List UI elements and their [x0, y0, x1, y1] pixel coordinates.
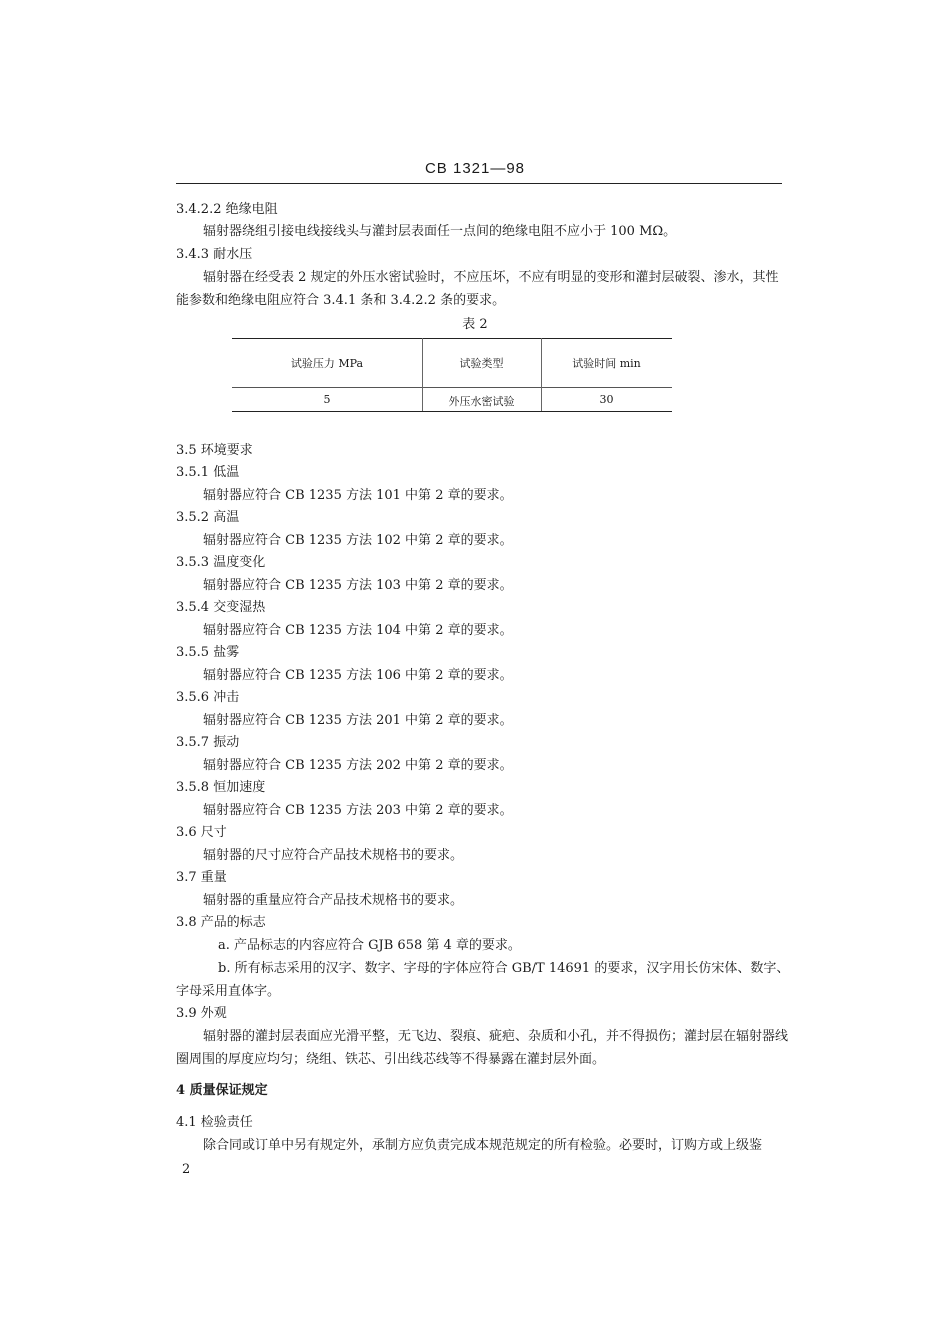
section-3-5-2-body: 辐射器应符合 CB 1235 方法 102 中第 2 章的要求。	[203, 533, 513, 548]
page-number: 2	[182, 1162, 191, 1177]
section-3-4-3-title: 3.4.3 耐水压	[176, 247, 253, 262]
section-4-title: 4 质量保证规定	[176, 1083, 268, 1098]
table-header-cell: 试验压力 MPa	[290, 357, 364, 370]
section-3-6-body: 辐射器的尺寸应符合产品技术规格书的要求。	[203, 848, 464, 863]
section-3-5-4-title: 3.5.4 交变湿热	[176, 600, 266, 615]
section-3-5-1-title: 3.5.1 低温	[176, 465, 240, 480]
section-4-1-body: 除合同或订单中另有规定外，承制方应负责完成本规范规定的所有检验。必要时，订购方或上级鉴	[203, 1138, 763, 1153]
section-3-6-title: 3.6 尺寸	[176, 825, 227, 840]
section-3-5-1-body: 辐射器应符合 CB 1235 方法 101 中第 2 章的要求。	[203, 488, 513, 503]
section-3-5-2-title: 3.5.2 高温	[176, 510, 240, 525]
section-3-5-7-title: 3.5.7 振动	[176, 735, 240, 750]
section-3-5-3-body: 辐射器应符合 CB 1235 方法 103 中第 2 章的要求。	[203, 578, 513, 593]
table-cell: 5	[323, 393, 331, 406]
header-rule	[176, 183, 782, 184]
section-3-5-5-title: 3.5.5 盐雾	[176, 645, 240, 660]
table-bottom-rule	[232, 411, 672, 412]
document-code-header: CB 1321—98	[424, 160, 526, 177]
table-top-rule	[232, 338, 672, 339]
section-3-5-6-title: 3.5.6 冲击	[176, 690, 240, 705]
section-3-5-6-body: 辐射器应符合 CB 1235 方法 201 中第 2 章的要求。	[203, 713, 513, 728]
section-3-9-body-line2: 圈周围的厚度应均匀；绕组、铁芯、引出线芯线等不得暴露在灌封层外面。	[176, 1052, 606, 1067]
section-3-5-7-body: 辐射器应符合 CB 1235 方法 202 中第 2 章的要求。	[203, 758, 513, 773]
section-3-5-8-body: 辐射器应符合 CB 1235 方法 203 中第 2 章的要求。	[203, 803, 513, 818]
section-3-4-3-body-line2: 能参数和绝缘电阻应符合 3.4.1 条和 3.4.2.2 条的要求。	[176, 293, 506, 308]
section-4-1-title: 4.1 检验责任	[176, 1115, 253, 1130]
section-3-8-item-a: a. 产品标志的内容应符合 GJB 658 第 4 章的要求。	[218, 938, 521, 953]
section-3-8-item-b-line2: 字母采用直体字。	[176, 984, 281, 999]
table-cell: 外压水密试验	[448, 395, 515, 408]
section-3-5-3-title: 3.5.3 温度变化	[176, 555, 266, 570]
section-3-5-4-body: 辐射器应符合 CB 1235 方法 104 中第 2 章的要求。	[203, 623, 513, 638]
section-3-5-5-body: 辐射器应符合 CB 1235 方法 106 中第 2 章的要求。	[203, 668, 513, 683]
section-3-4-3-body-line1: 辐射器在经受表 2 规定的外压水密试验时，不应压坏，不应有明显的变形和灌封层破裂、渗水，其性	[203, 270, 779, 285]
section-3-7-body: 辐射器的重量应符合产品技术规格书的要求。	[203, 893, 464, 908]
section-3-5-8-title: 3.5.8 恒加速度	[176, 780, 266, 795]
section-3-9-title: 3.9 外观	[176, 1006, 227, 1021]
table-cell: 30	[599, 393, 614, 406]
section-3-5-title: 3.5 环境要求	[176, 443, 253, 458]
section-3-4-2-2-body: 辐射器绕组引接电线接线头与灌封层表面任一点间的绝缘电阻不应小于 100 MΩ。	[203, 224, 677, 239]
section-3-8-title: 3.8 产品的标志	[176, 915, 266, 930]
table-header-cell: 试验类型	[459, 357, 504, 370]
table-header-rule	[232, 387, 672, 388]
section-3-8-item-b-line1: b. 所有标志采用的汉字、数字、字母的字体应符合 GB/T 14691 的要求，汉字用长仿宋体、数字、	[218, 961, 790, 976]
section-3-7-title: 3.7 重量	[176, 870, 227, 885]
table-header-cell: 试验时间 min	[572, 357, 641, 370]
section-3-4-2-2-title: 3.4.2.2 绝缘电阻	[176, 202, 278, 217]
section-3-9-body-line1: 辐射器的灌封层表面应光滑平整，无飞边、裂痕、疵疤、杂质和小孔，并不得损伤；灌封层在辐射器线	[203, 1029, 789, 1044]
table-2-caption: 表 2	[462, 317, 488, 332]
